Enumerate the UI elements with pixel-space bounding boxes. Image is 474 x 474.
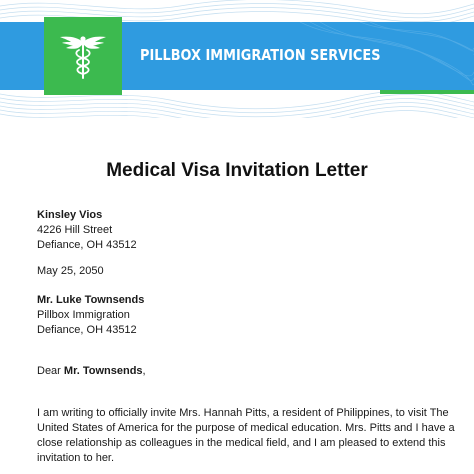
recipient-name: Mr. Luke Townsends	[37, 294, 145, 306]
salutation-suffix: ,	[142, 365, 146, 377]
body-line: invitation to her.	[37, 452, 115, 464]
company-name: PILLBOX IMMIGRATION SERVICES	[140, 46, 381, 64]
salutation-name: Mr. Townsends	[63, 365, 143, 377]
letter-date	[37, 264, 104, 279]
date-text: May 25, 2050	[37, 265, 104, 277]
company-logo	[44, 17, 122, 95]
salutation	[37, 364, 146, 379]
body-line: close relationship as colleagues in the medical field, and I am pleased to extend this	[37, 437, 446, 449]
letter-title: Medical Visa Invitation Letter	[106, 160, 368, 181]
accent-stripe	[380, 90, 474, 94]
letterhead	[0, 0, 474, 118]
caduceus-icon	[55, 28, 111, 84]
body-line: I am writing to officially invite Mrs. Hannah Pitts, a resident of Philippines, to visit The	[37, 407, 449, 419]
recipient-address: Defiance, OH 43512	[37, 324, 137, 336]
sender-name: Kinsley Vios	[37, 209, 103, 221]
sender-block	[37, 208, 137, 253]
recipient-company: Pillbox Immigration	[37, 309, 130, 321]
recipient-block	[37, 293, 144, 338]
sender-address-line1: 4226 Hill Street	[37, 224, 113, 236]
salutation-prefix: Dear	[37, 365, 64, 377]
body-line: United States of America for the purpose of medical education. Mrs. Pitts and I have a	[37, 422, 455, 434]
sender-address-line2: Defiance, OH 43512	[37, 239, 137, 251]
body-paragraph	[37, 406, 455, 466]
